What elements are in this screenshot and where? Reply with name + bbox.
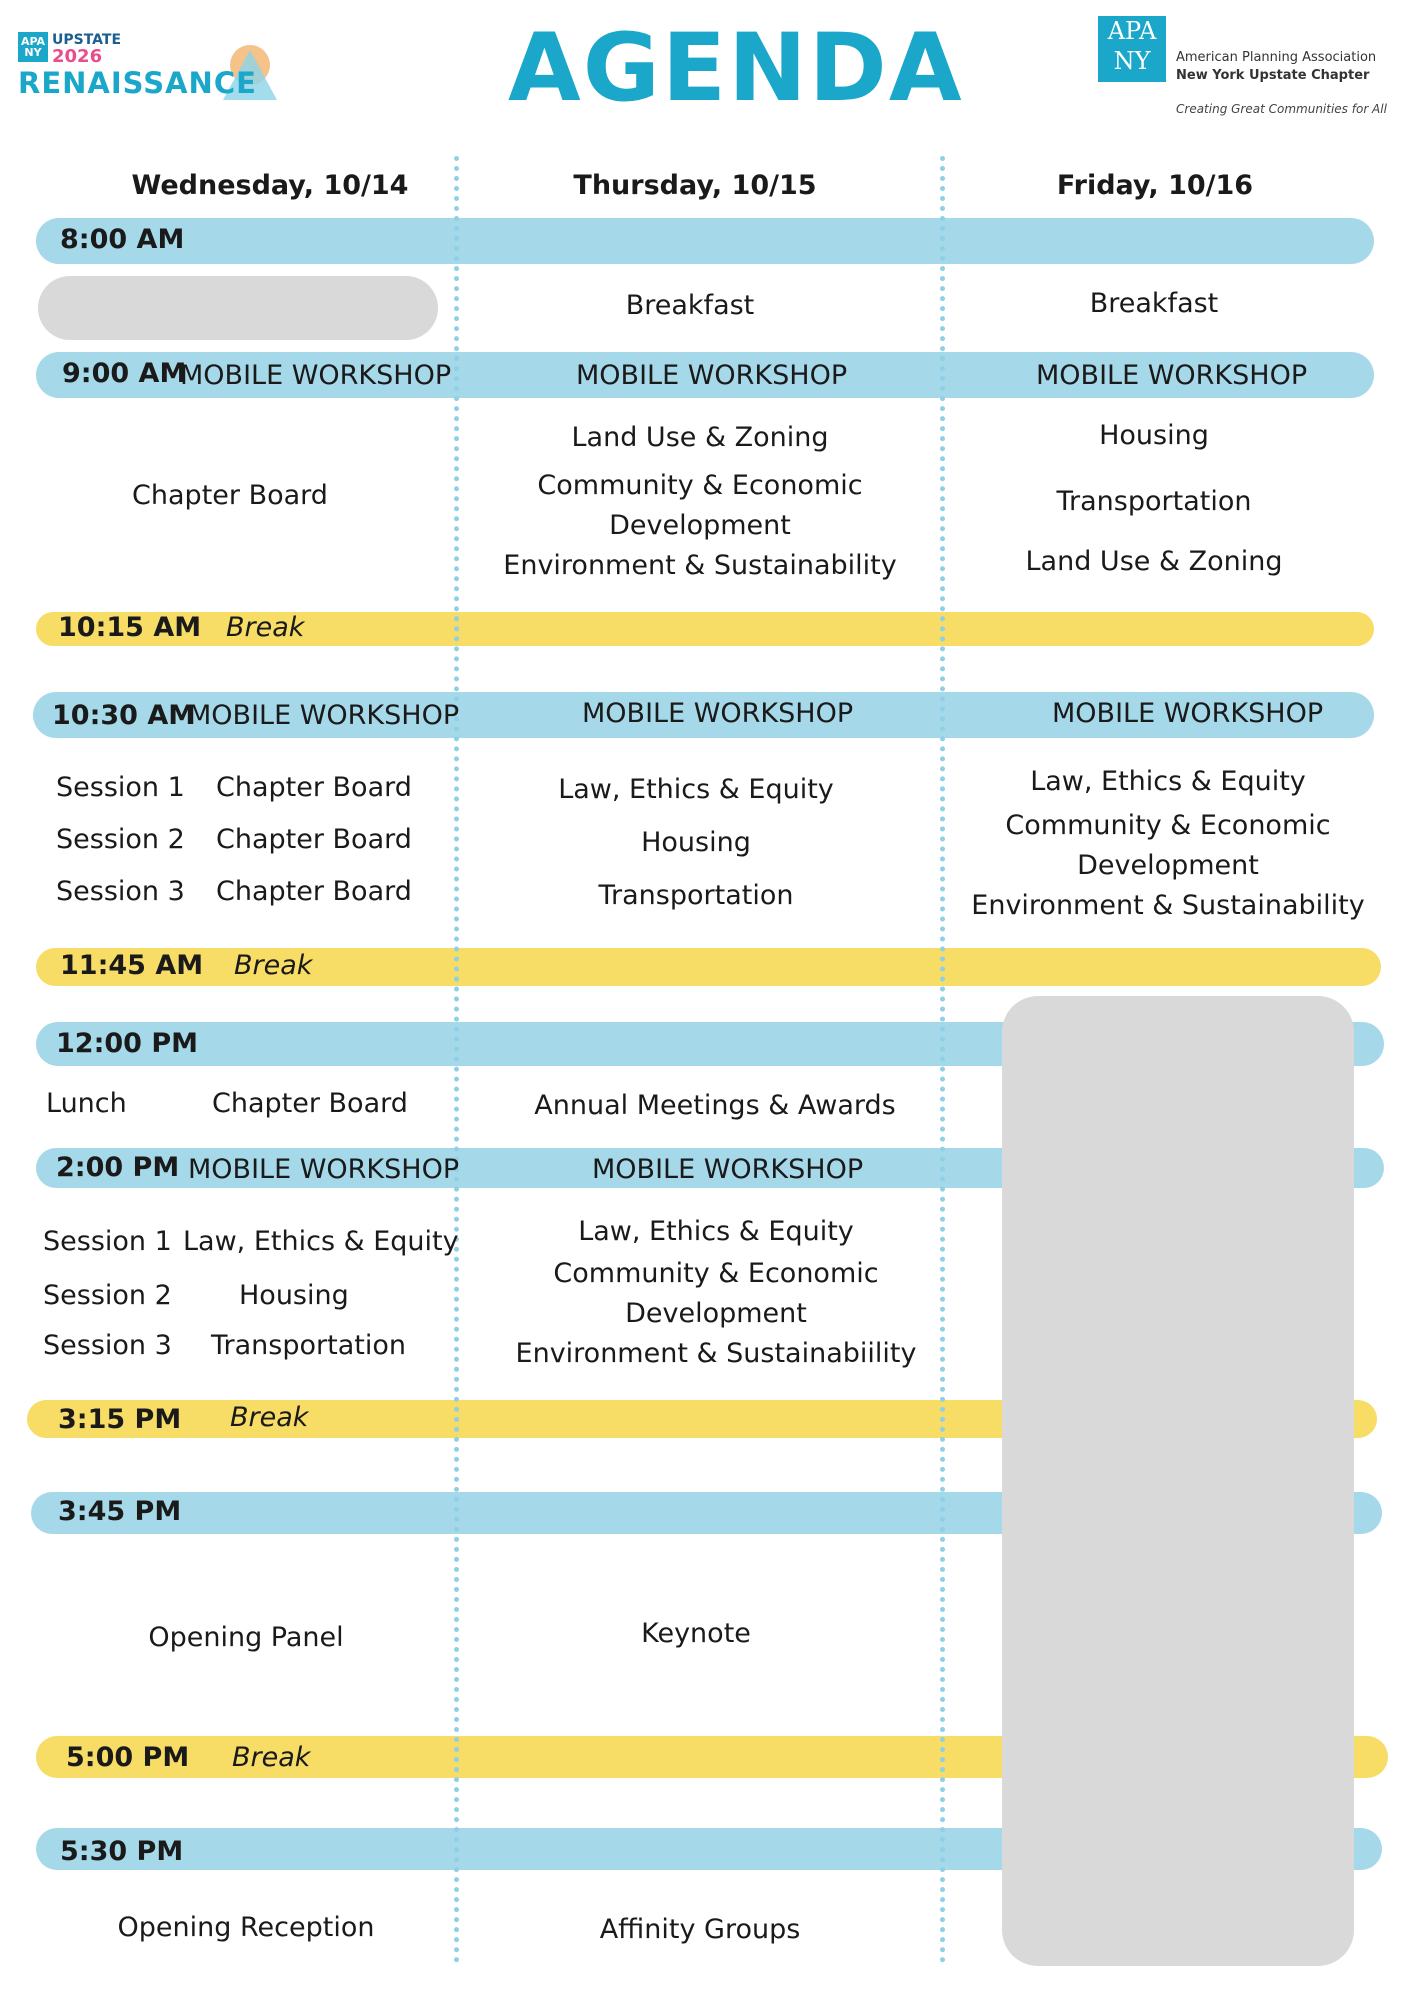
thu-800-item: Breakfast	[625, 290, 755, 321]
thu-200-item-4: Environment & Sustainabiility	[515, 1338, 917, 1369]
fri-900-list	[954, 416, 1354, 582]
wed-345-item: Opening Panel	[148, 1622, 344, 1653]
break-label-1015: Break	[226, 612, 305, 643]
wed-200-session-1	[43, 1226, 459, 1257]
left-logo	[18, 30, 303, 100]
session-topic: Chapter Board	[216, 824, 412, 855]
session-label: Session 2	[56, 824, 185, 855]
org-name: American Planning Association	[1176, 50, 1377, 65]
logo-mark: APA NY	[20, 35, 46, 59]
fri-900-item-3: Land Use & Zoning	[1025, 546, 1283, 577]
time-label-900: 9:00 AM	[62, 358, 187, 389]
thu-530-item: Affinity Groups	[599, 1914, 801, 1945]
logo-upstate: UPSTATE	[52, 32, 122, 48]
thu-900-list	[500, 418, 900, 586]
apa-mark-top: APA	[1107, 17, 1157, 45]
wed-1030-session-3	[56, 876, 412, 907]
wed-900-workshop: MOBILE WORKSHOP	[180, 360, 452, 391]
break-label-500: Break	[232, 1742, 311, 1773]
placeholder-wed-800	[38, 276, 438, 340]
time-label-345: 3:45 PM	[58, 1496, 182, 1527]
session-topic: Housing	[239, 1280, 349, 1311]
thu-900-item-2: Community & Economic	[537, 470, 863, 501]
time-label-530: 5:30 PM	[60, 1836, 184, 1867]
fri-1030-item-1: Law, Ethics & Equity	[1030, 766, 1306, 797]
fri-900-item-2: Transportation	[1056, 486, 1252, 517]
wed-1030-session-1	[56, 772, 412, 803]
day-header-thursday: Thursday, 10/15	[573, 170, 817, 201]
wed-900-item: Chapter Board	[132, 480, 328, 511]
placeholder-fri-afternoon	[1002, 996, 1354, 1966]
fri-1030-item-2: Community & Economic	[1005, 810, 1331, 841]
logo-wordmark: RENAISSANCE	[18, 66, 257, 100]
time-label-1030: 10:30 AM	[52, 700, 196, 731]
thu-900-item-1: Land Use & Zoning	[571, 422, 829, 453]
thu-1200-item: Annual Meetings & Awards	[534, 1090, 896, 1121]
wed-1030-sessions	[56, 772, 436, 922]
session-label: Session 3	[43, 1330, 172, 1361]
thu-1030-list	[496, 770, 896, 916]
thu-1030-item-3: Transportation	[598, 880, 794, 911]
thu-1030-item-2: Housing	[641, 827, 751, 858]
day-header-wednesday: Wednesday, 10/14	[131, 170, 409, 201]
thu-200-item-3: Development	[625, 1298, 807, 1329]
thu-200-item-1: Law, Ethics & Equity	[578, 1216, 854, 1247]
session-label: Session 3	[56, 876, 185, 907]
session-topic: Law, Ethics & Equity	[183, 1226, 459, 1257]
time-label-315: 3:15 PM	[58, 1404, 182, 1435]
session-label: Session 1	[43, 1226, 172, 1257]
org-chapter: New York Upstate Chapter	[1176, 68, 1370, 83]
wed-200-workshop: MOBILE WORKSHOP	[188, 1154, 460, 1185]
column-divider-1	[454, 156, 459, 1964]
wed-200-sessions	[43, 1226, 459, 1376]
time-label-1015: 10:15 AM	[58, 612, 202, 643]
wed-200-session-2	[43, 1280, 349, 1311]
session-topic: Chapter Board	[216, 876, 412, 907]
time-label-1200: 12:00 PM	[56, 1028, 199, 1059]
fri-1030-item-3: Development	[1077, 850, 1259, 881]
wed-1200-item: Chapter Board	[212, 1088, 408, 1119]
thu-200-list	[506, 1212, 926, 1374]
fri-1030-list	[968, 762, 1368, 926]
thu-900-item-3: Development	[609, 510, 791, 541]
session-label: Session 2	[43, 1280, 172, 1311]
fri-1030-workshop: MOBILE WORKSHOP	[1052, 698, 1324, 729]
session-topic: Chapter Board	[216, 772, 412, 803]
time-label-500: 5:00 PM	[66, 1742, 190, 1773]
session-label: Session 1	[56, 772, 185, 803]
wed-1030-session-2	[56, 824, 412, 855]
wed-1200-lunch: Lunch	[46, 1088, 127, 1119]
column-divider-2	[940, 156, 945, 1964]
session-topic: Transportation	[211, 1330, 406, 1361]
time-label-1145: 11:45 AM	[60, 950, 204, 981]
fri-900-workshop: MOBILE WORKSHOP	[1036, 360, 1308, 391]
page-title: AGENDA	[508, 14, 964, 123]
org-tagline: Creating Great Communities for All	[1176, 102, 1387, 116]
thu-900-workshop: MOBILE WORKSHOP	[576, 360, 848, 391]
thu-200-workshop: MOBILE WORKSHOP	[592, 1154, 864, 1185]
time-label-800: 8:00 AM	[60, 224, 185, 255]
thu-1030-workshop: MOBILE WORKSHOP	[582, 698, 854, 729]
thu-345-item: Keynote	[641, 1618, 751, 1649]
fri-800-item: Breakfast	[1089, 288, 1219, 319]
break-label-315: Break	[230, 1402, 309, 1433]
fri-900-item-1: Housing	[1099, 420, 1209, 451]
thu-200-item-2: Community & Economic	[553, 1258, 879, 1289]
wed-1030-workshop: MOBILE WORKSHOP	[188, 700, 460, 731]
apa-ny-mark	[1098, 16, 1166, 82]
thu-1030-item-1: Law, Ethics & Equity	[558, 774, 834, 805]
apa-mark-bottom: NY	[1113, 47, 1151, 75]
wed-200-session-3	[43, 1330, 406, 1361]
right-logo	[1098, 16, 1398, 126]
day-header-friday: Friday, 10/16	[1056, 170, 1254, 201]
thu-900-item-4: Environment & Sustainability	[503, 550, 897, 581]
fri-1030-item-4: Environment & Sustainability	[971, 890, 1365, 921]
time-label-200: 2:00 PM	[56, 1152, 180, 1183]
logo-year: 2026	[52, 46, 103, 67]
break-label-1145: Break	[234, 950, 313, 981]
wed-530-item: Opening Reception	[117, 1912, 375, 1943]
time-bar-800	[36, 218, 1374, 264]
